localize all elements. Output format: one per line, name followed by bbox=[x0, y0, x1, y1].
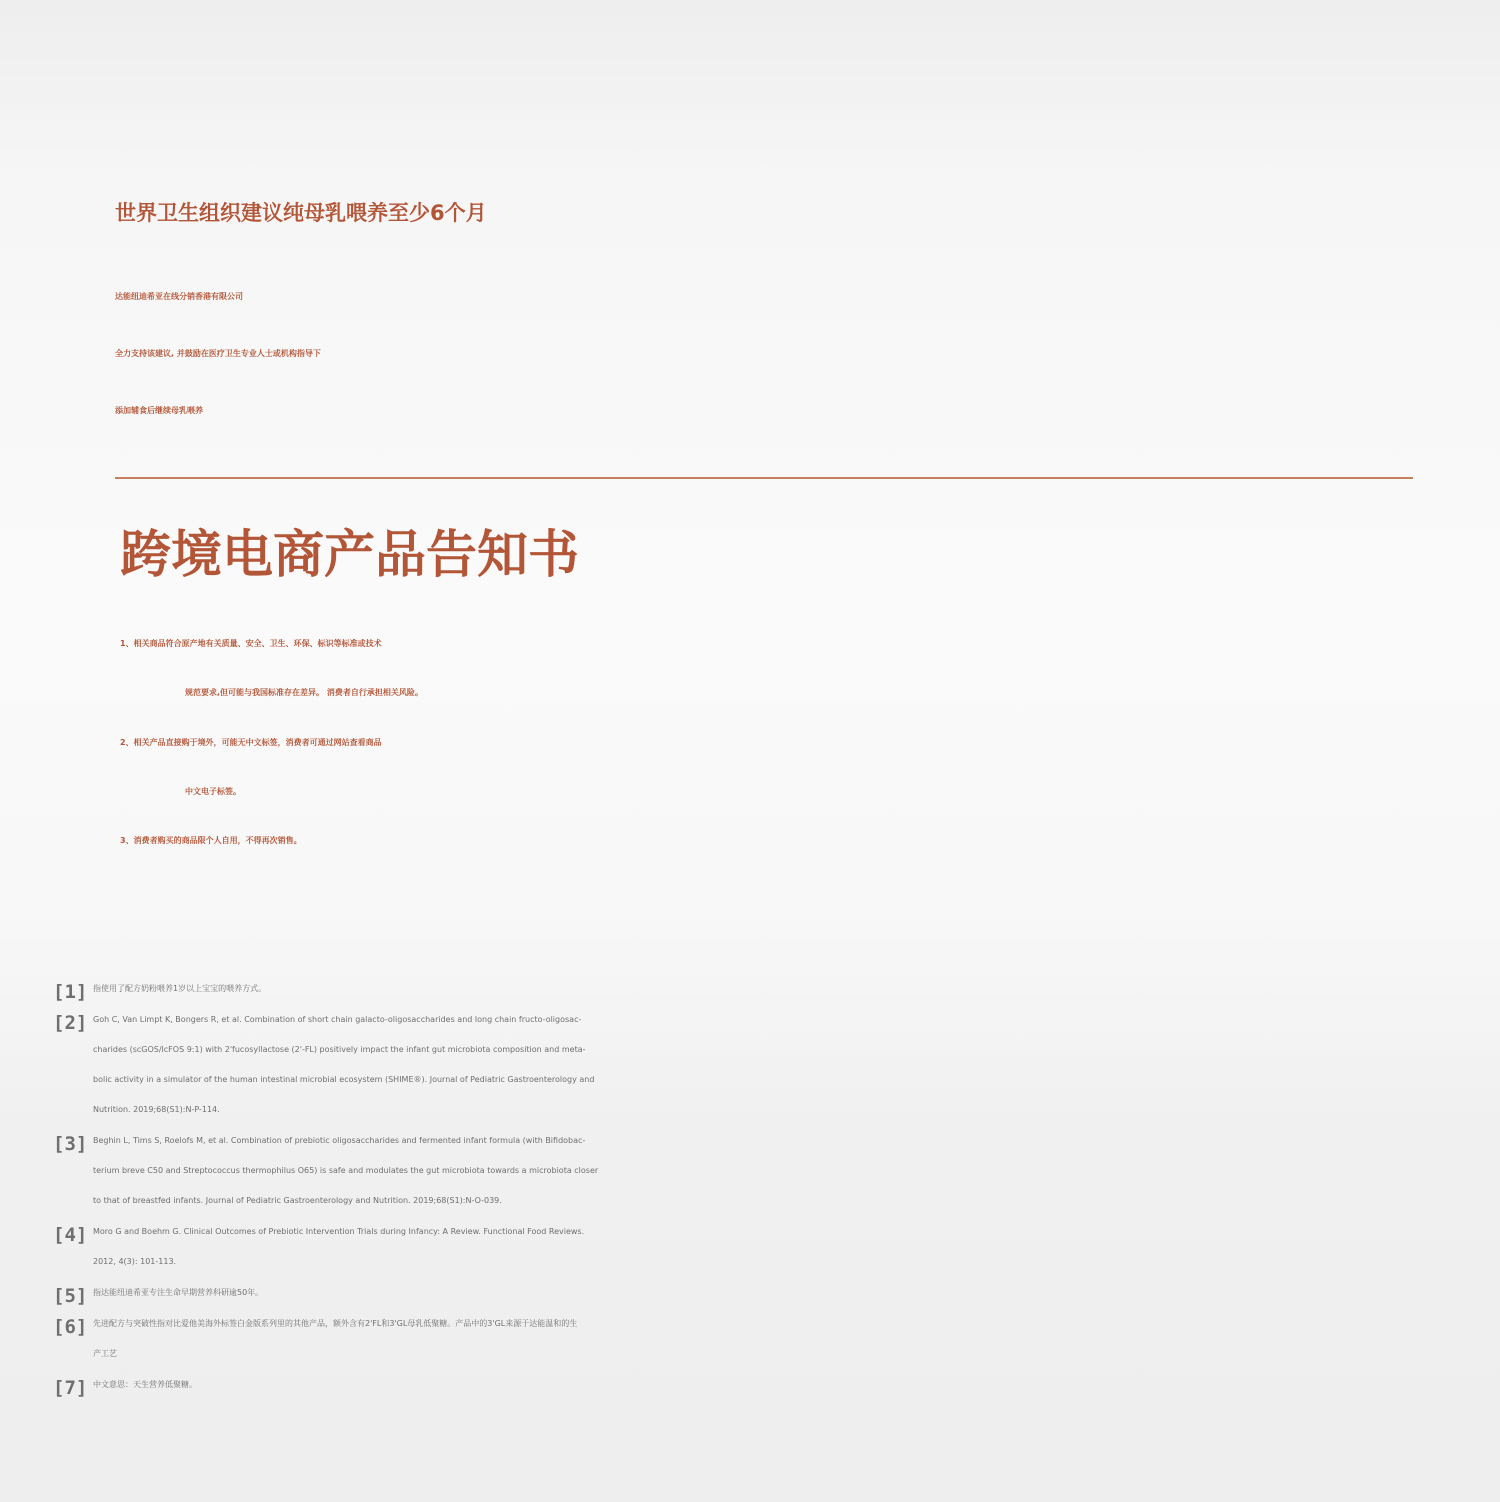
section-divider bbox=[115, 477, 1413, 479]
footnote-text: Goh C, Van Limpt K, Bongers R, et al. Combination of short chain galacto-oligosaccharides and long chain fructo-oligosac- bbox=[93, 1015, 582, 1024]
footnote-text: 指达能纽迪希亚专注生命早期营养科研逾50年。 bbox=[93, 1288, 264, 1297]
notice-item-continuation: 规范要求,但可能与我国标准存在差异。 消费者自行承担相关风险。 bbox=[185, 688, 423, 697]
notice-item: 1、相关商品符合原产地有关质量、安全、卫生、环保、标识等标准或技术 bbox=[120, 639, 382, 648]
footnote-text: Beghin L, Tims S, Roelofs M, et al. Combination of prebiotic oligosaccharides and fermented infant formula (with Bifidobac- bbox=[93, 1136, 586, 1145]
footnote-number: [4] bbox=[53, 1224, 88, 1246]
footnote-text: 指使用了配方奶粉喂养1岁以上宝宝的喂养方式。 bbox=[93, 984, 267, 993]
footnote-text: Nutrition. 2019;68(S1):N-P-114. bbox=[93, 1105, 220, 1114]
footnote-text: 产工艺 bbox=[93, 1349, 117, 1358]
footnote-number: [1] bbox=[53, 981, 88, 1003]
notice-title: 跨境电商产品告知书 bbox=[120, 526, 580, 585]
footnote-number: [6] bbox=[53, 1316, 88, 1338]
footnote-text: charides (scGOS/lcFOS 9:1) with 2'fucosyllactose (2'-FL) positively impact the infant gut microbiota composition and meta- bbox=[93, 1045, 586, 1054]
footnote-text: to that of breastfed infants. Journal of Pediatric Gastroenterology and Nutrition. 2019;68(S1):N-O-039. bbox=[93, 1196, 502, 1205]
footnote-number: [7] bbox=[53, 1377, 88, 1399]
statement-line: 达能纽迪希亚在线分销香港有限公司 bbox=[115, 292, 243, 301]
footnote-text: 中文意思：天生营养低聚糖。 bbox=[93, 1380, 197, 1389]
statement-line: 添加辅食后继续母乳喂养 bbox=[115, 406, 203, 415]
footnote-text: 先进配方与突破性指对比爱他美海外标签白金版系列里的其他产品，额外含有2'FL和3'GL母乳低聚糖。产品中的3'GL来源于达能温和的生 bbox=[93, 1319, 578, 1328]
footnote-text: bolic activity in a simulator of the human intestinal microbial ecosystem (SHIME®). Journal of Pediatric Gastroenterology and bbox=[93, 1075, 595, 1084]
footnote-text: terium breve C50 and Streptococcus thermophilus O65) is safe and modulates the gut microbiota towards a microbiota closer bbox=[93, 1166, 599, 1175]
who-recommendation-headline: 世界卫生组织建议纯母乳喂养至少6个月 bbox=[115, 201, 487, 225]
footnote-number: [2] bbox=[53, 1012, 88, 1034]
footnote-number: [3] bbox=[53, 1133, 88, 1155]
footnote-text: Moro G and Boehm G. Clinical Outcomes of Prebiotic Intervention Trials during Infancy: A Review. Functional Food Reviews. bbox=[93, 1227, 585, 1236]
statement-line: 全力支持该建议, 并鼓励在医疗卫生专业人士或机构指导下 bbox=[115, 349, 321, 358]
footnote-text: 2012, 4(3): 101-113. bbox=[93, 1257, 177, 1266]
footnote-number: [5] bbox=[53, 1285, 88, 1307]
notice-item: 3、消费者购买的商品限个人自用，不得再次销售。 bbox=[120, 836, 302, 845]
notice-item-continuation: 中文电子标签。 bbox=[185, 787, 241, 796]
notice-item: 2、相关产品直接购于境外，可能无中文标签，消费者可通过网站查看商品 bbox=[120, 738, 382, 747]
